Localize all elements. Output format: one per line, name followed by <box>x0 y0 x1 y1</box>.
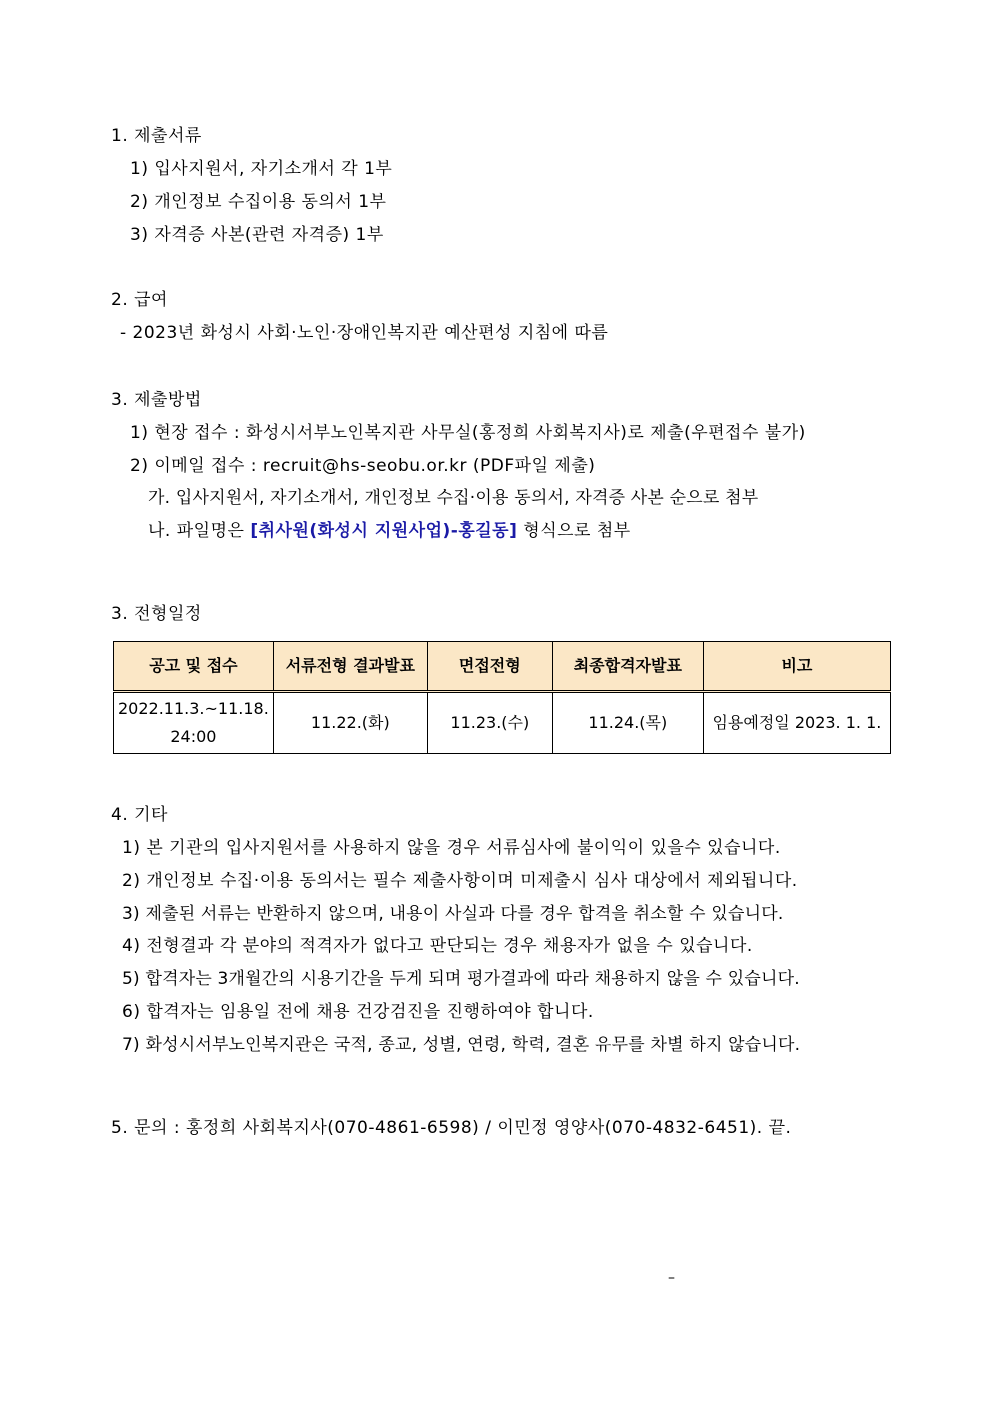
schedule-table <box>113 641 891 754</box>
section-4-item: 5) 합격자는 3개월간의 시용기간을 두게 되며 평가결과에 따라 채용하지 않을 수 있습니다. <box>122 969 800 989</box>
sub-b-prefix: 나. 파일명은 <box>148 521 251 541</box>
section-2-title: 2. 급여 <box>111 290 168 310</box>
table-header-row <box>114 642 891 692</box>
table-header-cell: 면접전형 <box>427 642 552 692</box>
section-4-item: 2) 개인정보 수집·이용 동의서는 필수 제출사항이며 미제출시 심사 대상에서 제외됩니다. <box>122 871 798 891</box>
sub-b-suffix: 형식으로 첨부 <box>517 521 631 541</box>
section-4-title: 4. 기타 <box>111 805 168 825</box>
section-3-item: 1) 현장 접수 : 화성시서부노인복지관 사무실(홍정희 사회복지사)로 제출(우편접수 불가) <box>130 423 806 443</box>
section-4-item: 1) 본 기관의 입사지원서를 사용하지 않을 경우 서류심사에 불이익이 있을수 있습니다. <box>122 838 781 858</box>
section-2-item: - 2023년 화성시 사회·노인·장애인복지관 예산편성 지침에 따름 <box>120 323 609 343</box>
table-cell: 11.22.(화) <box>273 692 427 754</box>
table-cell: 2022.11.3.~11.18. 24:00 <box>114 692 274 754</box>
section-1-title: 1. 제출서류 <box>111 126 202 146</box>
section-1-item: 3) 자격증 사본(관련 자격증) 1부 <box>130 225 384 245</box>
table-header-cell: 비고 <box>703 642 890 692</box>
table-cell: 11.23.(수) <box>427 692 552 754</box>
section-3-item: 2) 이메일 접수 : recruit@hs-seobu.or.kr (PDF파일 제출) <box>130 456 596 476</box>
table-row <box>114 692 891 754</box>
table-header-cell: 최종합격자발표 <box>552 642 703 692</box>
table-header-cell: 공고 및 접수 <box>114 642 274 692</box>
footer-dash: – <box>668 1270 675 1286</box>
section-3-title: 3. 제출방법 <box>111 390 202 410</box>
section-4-item: 3) 제출된 서류는 반환하지 않으며, 내용이 사실과 다를 경우 합격을 취소할 수 있습니다. <box>122 904 784 924</box>
section-1-item: 2) 개인정보 수집이용 동의서 1부 <box>130 192 387 212</box>
table-cell: 임용예정일 2023. 1. 1. <box>703 692 890 754</box>
filename-format-highlight: [취사원(화성시 지원사업)-홍길동] <box>250 521 518 541</box>
section-4-item: 7) 화성시서부노인복지관은 국적, 종교, 성별, 연령, 학력, 결혼 유무를 차별 하지 않습니다. <box>122 1035 801 1055</box>
section-4-item: 4) 전형결과 각 분야의 적격자가 없다고 판단되는 경우 채용자가 없을 수 있습니다. <box>122 936 753 956</box>
contact-line: 5. 문의 : 홍정희 사회복지사(070-4861-6598) / 이민정 영양사(070-4832-6451). 끝. <box>111 1118 792 1138</box>
table-cell: 11.24.(목) <box>552 692 703 754</box>
schedule-title: 3. 전형일정 <box>111 604 202 624</box>
section-3-sub-a: 가. 입사지원서, 자기소개서, 개인정보 수집·이용 동의서, 자격증 사본 순으로 첨부 <box>148 488 759 508</box>
section-3-sub-b <box>148 520 631 542</box>
table-header-cell: 서류전형 결과발표 <box>273 642 427 692</box>
section-4-item: 6) 합격자는 임용일 전에 채용 건강검진을 진행하여야 합니다. <box>122 1002 594 1022</box>
section-1-item: 1) 입사지원서, 자기소개서 각 1부 <box>130 159 393 179</box>
